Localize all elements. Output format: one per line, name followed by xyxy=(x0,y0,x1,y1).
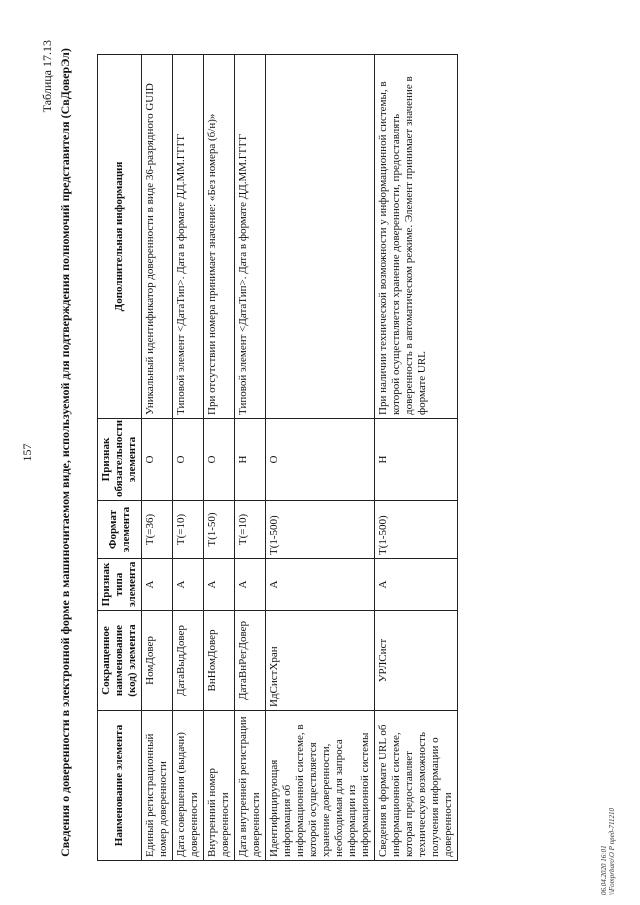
table-row xyxy=(266,55,375,861)
cell-info: При наличии технической возможности у информационной системы, в которой осуществляется хранение доверенности, предоставлять доверенность в автоматическом режиме. Элемент принимает значение в формате URL xyxy=(375,55,458,419)
cell-type: А xyxy=(173,559,204,611)
footer-timestamp: 06.04.2020 16:01 xyxy=(600,845,608,895)
cell-type: А xyxy=(266,559,375,611)
cell-format: Т(=36) xyxy=(142,501,173,559)
header-required: Признак обязательности элемента xyxy=(98,419,142,501)
cell-info: Типовой элемент <ДатаТип>. Дата в формате ДД.ММ.ГГГГ xyxy=(235,55,266,419)
header-code: Сокращенное наименование (код) элемента xyxy=(98,611,142,711)
cell-code: НомДовер xyxy=(142,611,173,711)
cell-name: Идентифицирующая информация об информационной системе, в которой осуществляется хранение доверенности, необходимая для запроса информации из информационной системы xyxy=(266,711,375,861)
cell-format: Т(1-500) xyxy=(375,501,458,559)
cell-code: ВнНомДовер xyxy=(204,611,235,711)
table-row xyxy=(173,55,204,861)
cell-name: Единый регистрационный номер доверенности xyxy=(142,711,173,861)
cell-format: Т(1-500) xyxy=(266,501,375,559)
cell-name: Дата внутренней регистрации доверенности xyxy=(235,711,266,861)
cell-required: Н xyxy=(235,419,266,501)
cell-required: О xyxy=(142,419,173,501)
header-type: Признак типа элемента xyxy=(98,559,142,611)
header-row xyxy=(98,55,142,861)
document-footer xyxy=(600,808,616,895)
cell-type: А xyxy=(142,559,173,611)
cell-code: УРЛСист xyxy=(375,611,458,711)
header-format: Формат элемента xyxy=(98,501,142,559)
cell-format: Т(1-50) xyxy=(204,501,235,559)
page-number: 157 xyxy=(20,443,34,462)
cell-required: О xyxy=(173,419,204,501)
footer-path: \\Fomprbaro\О Р пред-711210 xyxy=(608,808,616,895)
cell-info xyxy=(266,55,375,419)
cell-type: А xyxy=(204,559,235,611)
cell-format: Т(=10) xyxy=(235,501,266,559)
table-row xyxy=(204,55,235,861)
cell-name: Внутренний номер доверенности xyxy=(204,711,235,861)
cell-code: ИдСистХран xyxy=(266,611,375,711)
cell-info: При отсутствии номера принимает значение: «Без номера (б/н)» xyxy=(204,55,235,419)
table-row xyxy=(375,55,458,861)
cell-format: Т(=10) xyxy=(173,501,204,559)
cell-required: Н xyxy=(375,419,458,501)
cell-code: ДатаВыдДовер xyxy=(173,611,204,711)
cell-code: ДатаВнРегДовер xyxy=(235,611,266,711)
header-info: Дополнительная информация xyxy=(98,55,142,419)
cell-required: О xyxy=(204,419,235,501)
table-label: Таблица 17.13 xyxy=(40,40,54,113)
cell-name: Сведения в формате URL об информационной системе, которая предоставляет техническую возможность получения информации о доверенности xyxy=(375,711,458,861)
table-row xyxy=(142,55,173,861)
cell-type: А xyxy=(375,559,458,611)
elements-table xyxy=(97,54,458,861)
cell-info: Типовой элемент <ДатаТип>. Дата в формате ДД.ММ.ГГГГ xyxy=(173,55,204,419)
cell-info: Уникальный идентификатор доверенности в виде 36-разрядного GUID xyxy=(142,55,173,419)
cell-type: А xyxy=(235,559,266,611)
cell-required: О xyxy=(266,419,375,501)
table-title: Сведения о доверенности в электронной форме в машиночитаемом виде, используемой для подтверждения полномочий представителя (СвДоверЭл) xyxy=(58,48,72,857)
header-name: Наименование элемента xyxy=(98,711,142,861)
table-row xyxy=(235,55,266,861)
cell-name: Дата совершения (выдачи) доверенности xyxy=(173,711,204,861)
